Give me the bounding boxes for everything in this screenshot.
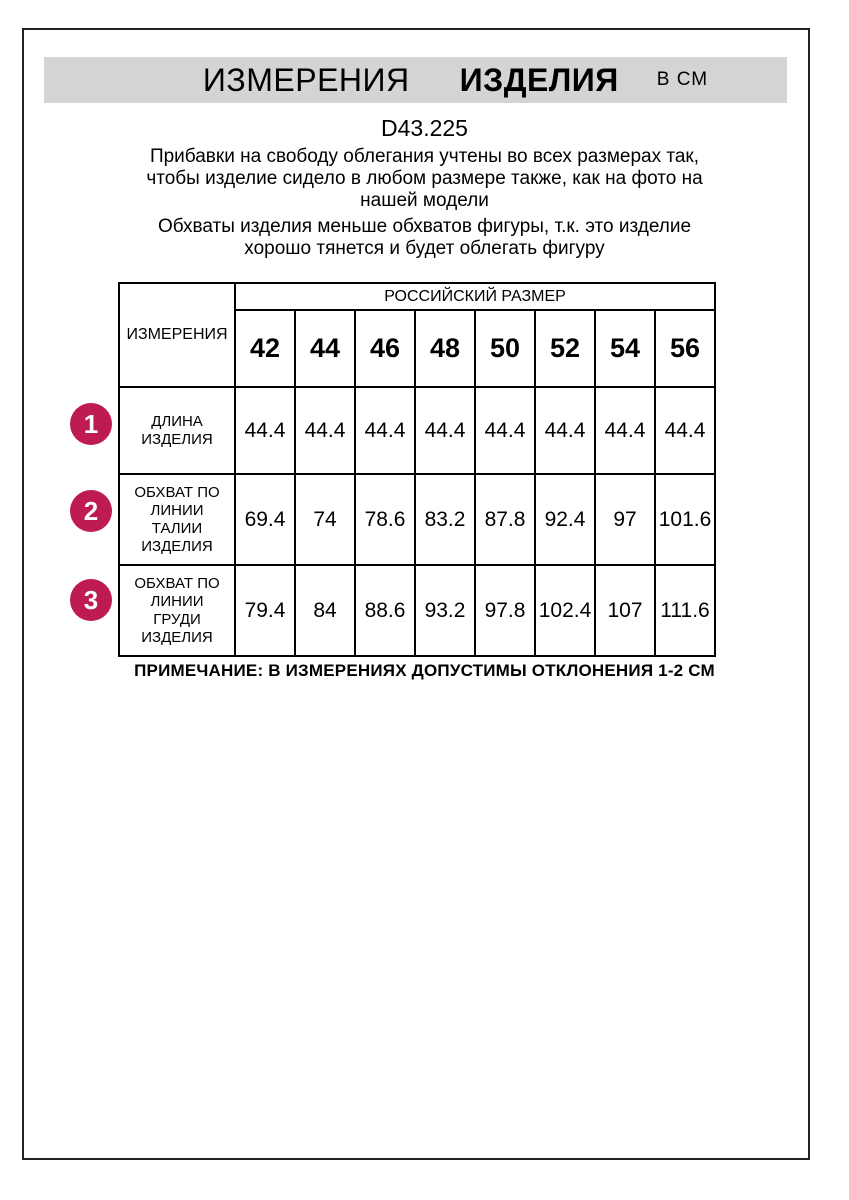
row-marker-2: 2 xyxy=(70,490,112,532)
value-cell: 97.8 xyxy=(475,565,535,656)
value-cell: 87.8 xyxy=(475,474,535,565)
value-cell: 74 xyxy=(295,474,355,565)
row-marker-1: 1 xyxy=(70,403,112,445)
table-row-waist xyxy=(119,474,715,565)
value-cell: 83.2 xyxy=(415,474,475,565)
value-cell: 69.4 xyxy=(235,474,295,565)
size-header-cell: 46 xyxy=(355,310,415,387)
title-banner xyxy=(44,57,787,103)
size-header-cell: 52 xyxy=(535,310,595,387)
value-cell: 92.4 xyxy=(535,474,595,565)
value-cell: 44.4 xyxy=(295,387,355,474)
size-table xyxy=(118,282,716,657)
value-cell: 44.4 xyxy=(535,387,595,474)
size-header-cell: 44 xyxy=(295,310,355,387)
note-text: ПРИМЕЧАНИЕ: В ИЗМЕРЕНИЯХ ДОПУСТИМЫ ОТКЛОНЕНИЯ 1-2 СМ xyxy=(134,661,715,680)
table-row-chest xyxy=(119,565,715,656)
measure-column-header: ИЗМЕРЕНИЯ xyxy=(119,283,235,387)
intro-paragraph-stretch: Обхваты изделия меньше обхватов фигуры, т.к. это изделие хорошо тянется и будет облегать фигуру xyxy=(157,216,692,259)
value-cell: 88.6 xyxy=(355,565,415,656)
title-text-group xyxy=(203,62,708,99)
intro-paragraph-fit: Прибавки на свободу облегания учтены во всех размерах так, чтобы изделие сидело в любом размере также, как на фото на нашей модели xyxy=(146,146,703,211)
value-cell: 93.2 xyxy=(415,565,475,656)
value-cell: 102.4 xyxy=(535,565,595,656)
table-row-length xyxy=(119,387,715,474)
model-code: D43.225 xyxy=(381,115,468,141)
value-cell: 97 xyxy=(595,474,655,565)
value-cell: 78.6 xyxy=(355,474,415,565)
title-word-measurements: ИЗМЕРЕНИЯ xyxy=(202,61,410,98)
size-header-cell: 42 xyxy=(235,310,295,387)
size-header-cell: 54 xyxy=(595,310,655,387)
value-cell: 84 xyxy=(295,565,355,656)
table-row-group-header xyxy=(119,283,715,310)
size-group-header: РОССИЙСКИЙ РАЗМЕР xyxy=(235,283,715,310)
title-unit: В СМ xyxy=(656,69,709,90)
value-cell: 111.6 xyxy=(655,565,715,656)
value-cell: 101.6 xyxy=(655,474,715,565)
value-cell: 44.4 xyxy=(415,387,475,474)
row-label: ОБХВАТ ПО ЛИНИИ ГРУДИ ИЗДЕЛИЯ xyxy=(119,565,235,656)
size-header-cell: 50 xyxy=(475,310,535,387)
title-word-product: ИЗДЕЛИЯ xyxy=(459,61,619,98)
value-cell: 107 xyxy=(595,565,655,656)
row-label: ДЛИНА ИЗДЕЛИЯ xyxy=(119,387,235,474)
value-cell: 44.4 xyxy=(475,387,535,474)
row-label: ОБХВАТ ПО ЛИНИИ ТАЛИИ ИЗДЕЛИЯ xyxy=(119,474,235,565)
size-header-cell: 48 xyxy=(415,310,475,387)
value-cell: 44.4 xyxy=(235,387,295,474)
value-cell: 44.4 xyxy=(355,387,415,474)
value-cell: 44.4 xyxy=(655,387,715,474)
value-cell: 79.4 xyxy=(235,565,295,656)
size-header-cell: 56 xyxy=(655,310,715,387)
value-cell: 44.4 xyxy=(595,387,655,474)
row-marker-3: 3 xyxy=(70,579,112,621)
